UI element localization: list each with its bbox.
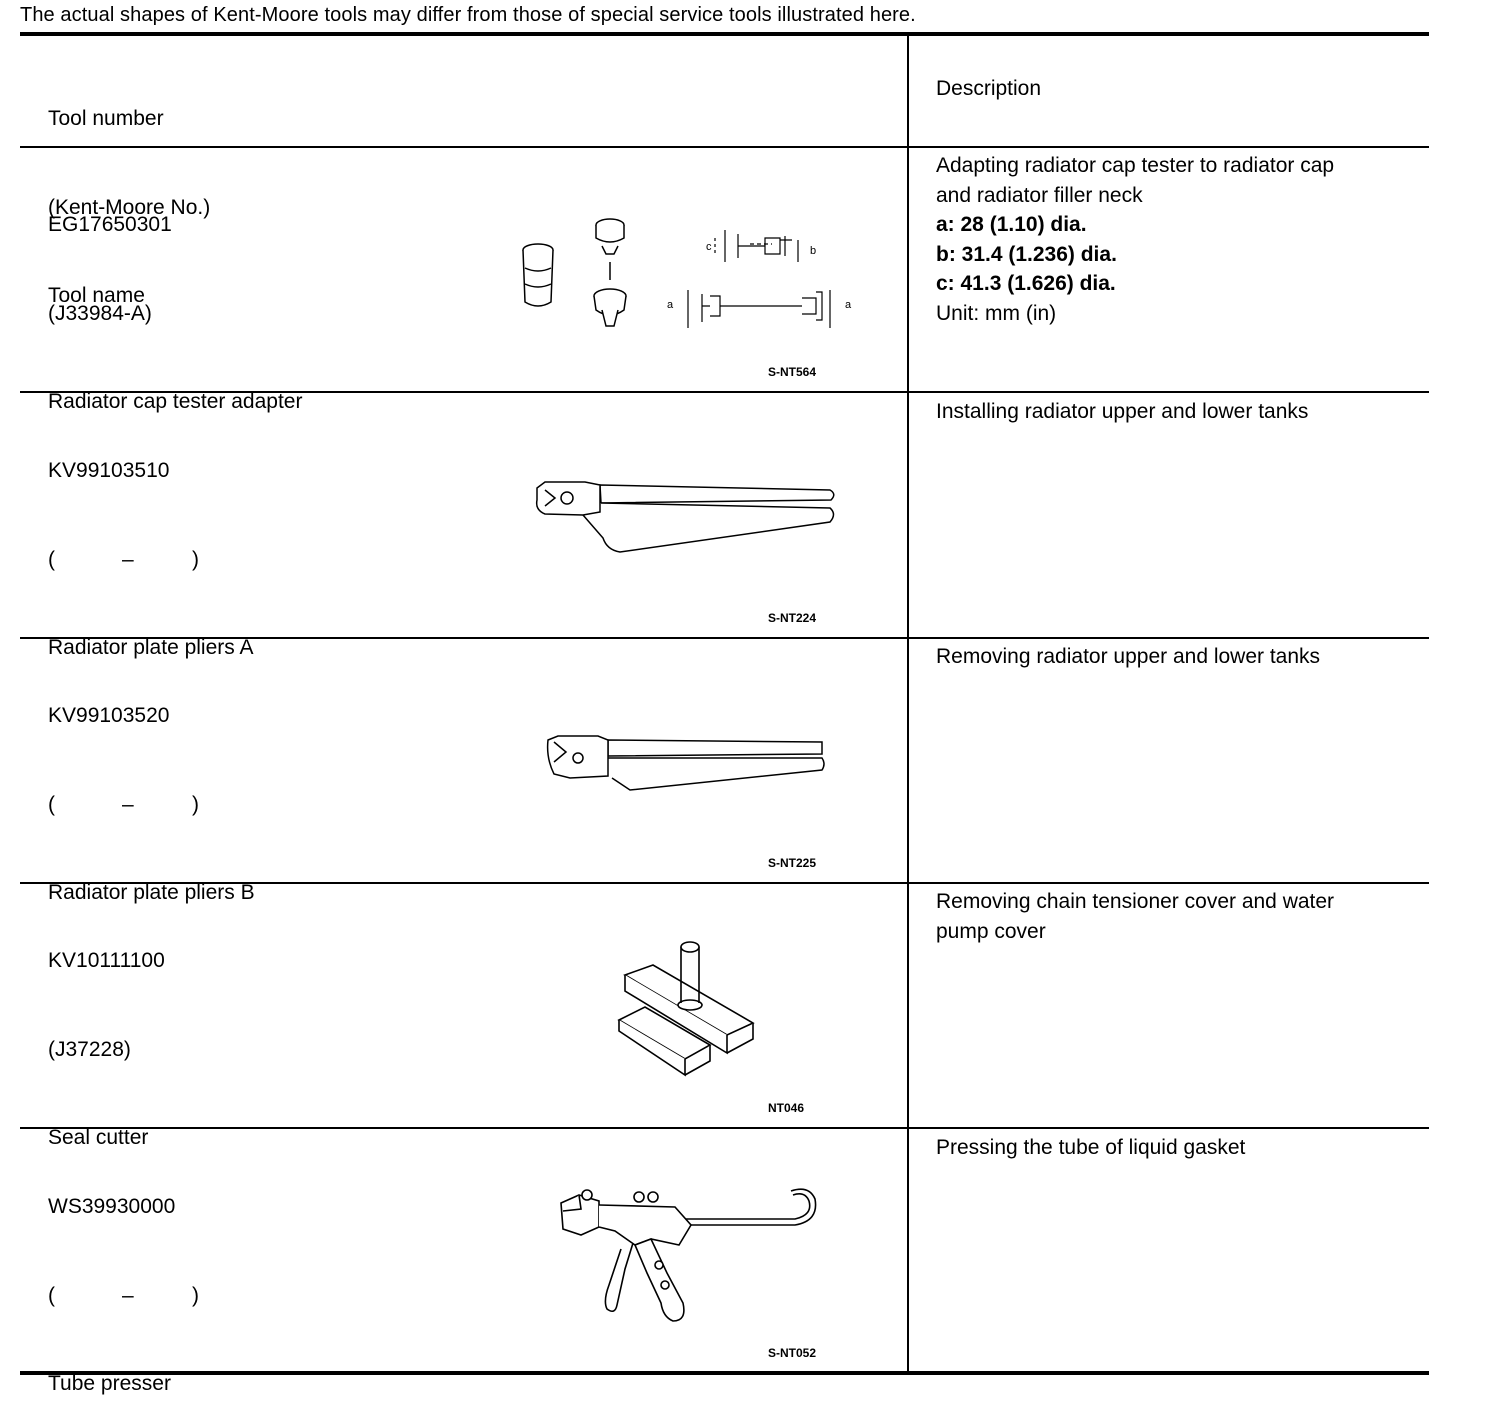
kent-moore-number: (J37228) [48, 1037, 131, 1061]
description-line: Removing chain tensioner cover and water [936, 890, 1335, 913]
row-5-description [936, 1133, 1406, 1163]
kent-moore-open: ( [48, 1283, 55, 1307]
row-5-tool-cell [48, 1133, 199, 1428]
description-line: and radiator filler neck [936, 183, 1143, 207]
kent-moore-dash: – [122, 1283, 134, 1307]
spec-c: c: 41.3 (1.626) dia. [936, 272, 1116, 295]
illustration-code: NT046 [768, 1101, 805, 1115]
header-tool-number: Tool number [48, 107, 164, 130]
tool-name: Seal cutter [48, 1126, 149, 1149]
kent-moore-close: ) [192, 1283, 199, 1307]
dim-label-b: b [810, 245, 817, 257]
spec-a: a: 28 (1.10) dia. [936, 213, 1087, 236]
spec-b: b: 31.4 (1.236) dia. [936, 242, 1117, 266]
tool-name: Radiator cap tester adapter [48, 390, 303, 413]
header-description: Description [936, 77, 1042, 100]
dim-label-a-left: a [667, 299, 674, 311]
radiator-cap-tester-adapter-illustration [510, 210, 870, 340]
unit-label: Unit: mm (in) [936, 301, 1057, 325]
description-line: Adapting radiator cap tester to radiator cap [936, 154, 1335, 177]
header-row-divider [20, 146, 1429, 148]
kent-moore-number [48, 790, 255, 820]
seal-cutter-illustration [615, 935, 760, 1080]
dim-label-a-right: a [845, 299, 852, 311]
table-top-rule [20, 32, 1429, 36]
illustration-code: S-NT052 [768, 1346, 817, 1360]
header-tool-name: Tool name [48, 284, 145, 307]
header-kent-moore: (Kent-Moore No.) [48, 195, 211, 219]
dim-label-c: c [706, 241, 712, 253]
kent-moore-number [48, 545, 253, 575]
table-bottom-rule [20, 1371, 1429, 1375]
radiator-plate-pliers-a-illustration [525, 470, 845, 565]
kent-moore-dash: – [122, 547, 134, 571]
kent-moore-number [48, 1281, 199, 1311]
tool-name: Tube presser [48, 1372, 171, 1395]
radiator-plate-pliers-b-illustration [540, 728, 840, 798]
row-divider [20, 1127, 1429, 1129]
kent-moore-dash: – [122, 792, 134, 816]
kent-moore-open: ( [48, 547, 55, 571]
description-line: pump cover [936, 919, 1046, 943]
tool-number: WS39930000 [48, 1195, 176, 1218]
kent-moore-number: (J33984-A) [48, 301, 152, 325]
illustration-code: S-NT564 [768, 365, 817, 379]
description-line: Removing radiator upper and lower tanks [936, 645, 1321, 668]
column-divider [907, 34, 909, 1372]
tube-presser-illustration [555, 1185, 820, 1330]
tool-number: KV99103520 [48, 704, 170, 727]
top-note: The actual shapes of Kent-Moore tools may differ from those of special service tools illustrated here. [20, 4, 916, 26]
row-3-description [936, 642, 1406, 672]
description-line: Pressing the tube of liquid gasket [936, 1136, 1246, 1159]
tool-number: EG17650301 [48, 213, 172, 236]
row-2-description [936, 397, 1406, 427]
tool-name: Radiator plate pliers A [48, 636, 254, 659]
kent-moore-close: ) [192, 547, 199, 571]
kent-moore-close: ) [192, 792, 199, 816]
description-line: Installing radiator upper and lower tanks [936, 400, 1309, 423]
illustration-code: S-NT224 [768, 611, 817, 625]
tool-name: Radiator plate pliers B [48, 881, 255, 904]
tool-number: KV99103510 [48, 459, 170, 482]
kent-moore-open: ( [48, 792, 55, 816]
tool-number: KV10111100 [48, 949, 165, 972]
row-1-description [936, 151, 1406, 328]
row-4-description [936, 887, 1406, 946]
illustration-code: S-NT225 [768, 856, 817, 870]
